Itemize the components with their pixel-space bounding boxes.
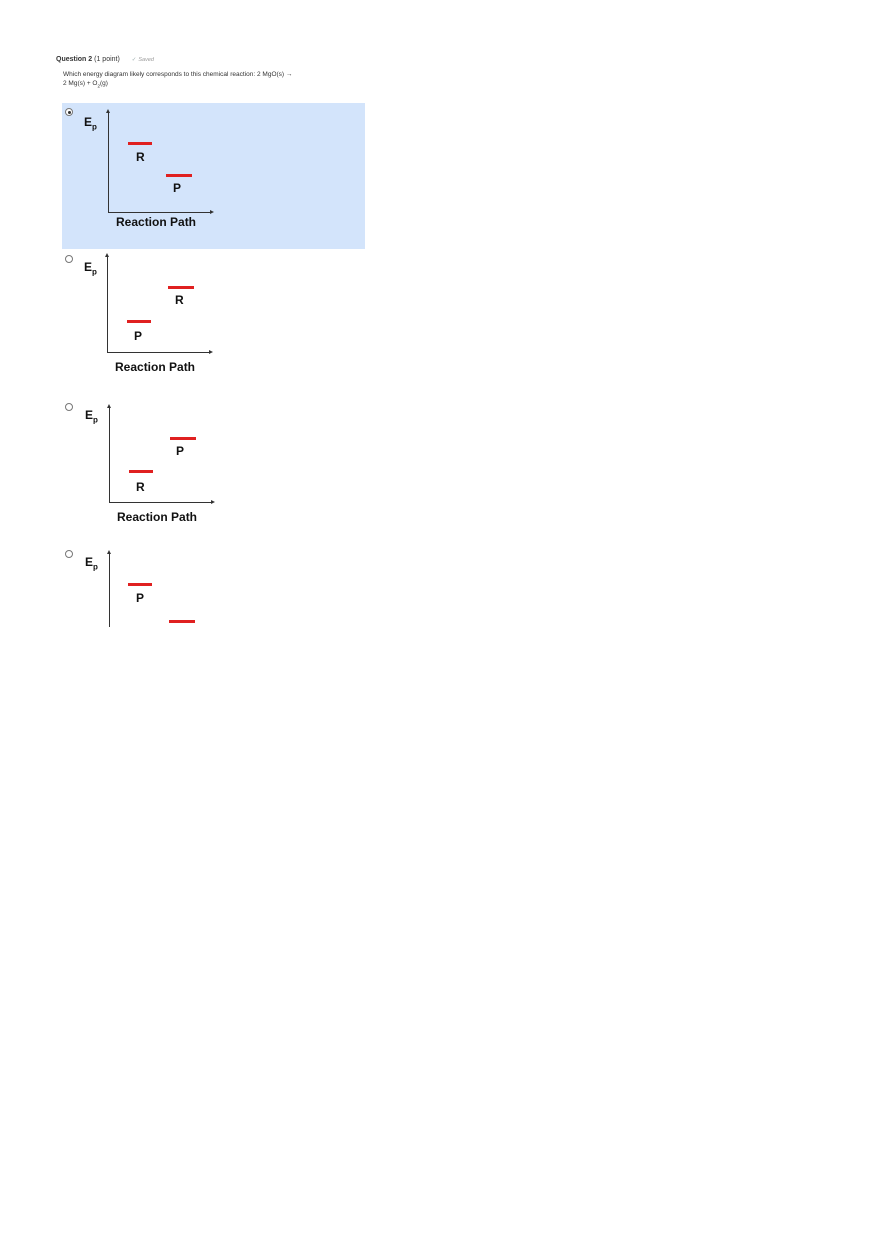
- reactant-level-bar: [128, 142, 152, 145]
- reactant-level-bar: [168, 286, 194, 289]
- y-axis: [109, 407, 110, 503]
- answer-option-2[interactable]: [62, 250, 365, 385]
- ep-axis-label: $E_p$: [85, 555, 98, 572]
- x-axis-arrow: [211, 500, 215, 504]
- radio-button-1[interactable]: [65, 108, 73, 116]
- prompt-line-1: Which energy diagram likely corresponds to this chemical reaction: 2 MgO(s) →: [63, 71, 293, 78]
- ep-axis-label: $E_p$: [85, 408, 98, 425]
- radio-button-4[interactable]: [65, 550, 73, 558]
- prompt-subscript: 2: [97, 82, 101, 88]
- reactant-label: R: [175, 293, 184, 307]
- question-title: Question 2: [56, 56, 93, 63]
- product-level-bar: [170, 437, 196, 440]
- product-label: P: [173, 181, 182, 195]
- question-header: [56, 56, 154, 63]
- x-axis-arrow: [209, 350, 213, 354]
- x-axis-arrow: [210, 210, 214, 214]
- product-label: P: [134, 329, 143, 343]
- question-prompt: [63, 71, 363, 90]
- reactant-level-bar: [169, 620, 195, 623]
- product-level-bar: [128, 583, 152, 586]
- y-axis: [107, 256, 108, 353]
- prompt-line-2b: (g): [100, 79, 108, 87]
- reaction-path-label: Reaction Path: [116, 215, 197, 229]
- radio-button-2[interactable]: [65, 255, 73, 263]
- radio-button-3[interactable]: [65, 403, 73, 411]
- ep-axis-label: $E_p$: [84, 260, 97, 277]
- check-icon: ✓: [131, 57, 137, 63]
- x-axis: [109, 502, 211, 503]
- question-points: (1 point): [94, 56, 120, 63]
- saved-label: Saved: [138, 57, 154, 63]
- reactant-level-bar: [129, 470, 153, 473]
- product-label: P: [176, 444, 185, 458]
- reactant-label: R: [136, 150, 145, 164]
- reactant-label: R: [136, 480, 145, 494]
- x-axis: [107, 352, 209, 353]
- product-level-bar: [127, 320, 151, 323]
- product-label: P: [136, 591, 145, 605]
- answer-option-3[interactable]: [62, 398, 365, 533]
- ep-axis-label: $E_p$: [84, 115, 97, 132]
- y-axis: [108, 112, 109, 213]
- saved-status: [132, 57, 154, 63]
- prompt-line-2a: 2 Mg(s) + O: [63, 79, 98, 87]
- y-axis: [109, 553, 110, 627]
- reaction-path-label: Reaction Path: [115, 360, 196, 374]
- product-level-bar: [166, 174, 192, 177]
- answer-option-1[interactable]: [62, 103, 365, 249]
- reaction-path-label: Reaction Path: [117, 510, 198, 524]
- answer-option-4[interactable]: [62, 545, 365, 627]
- x-axis: [108, 212, 210, 213]
